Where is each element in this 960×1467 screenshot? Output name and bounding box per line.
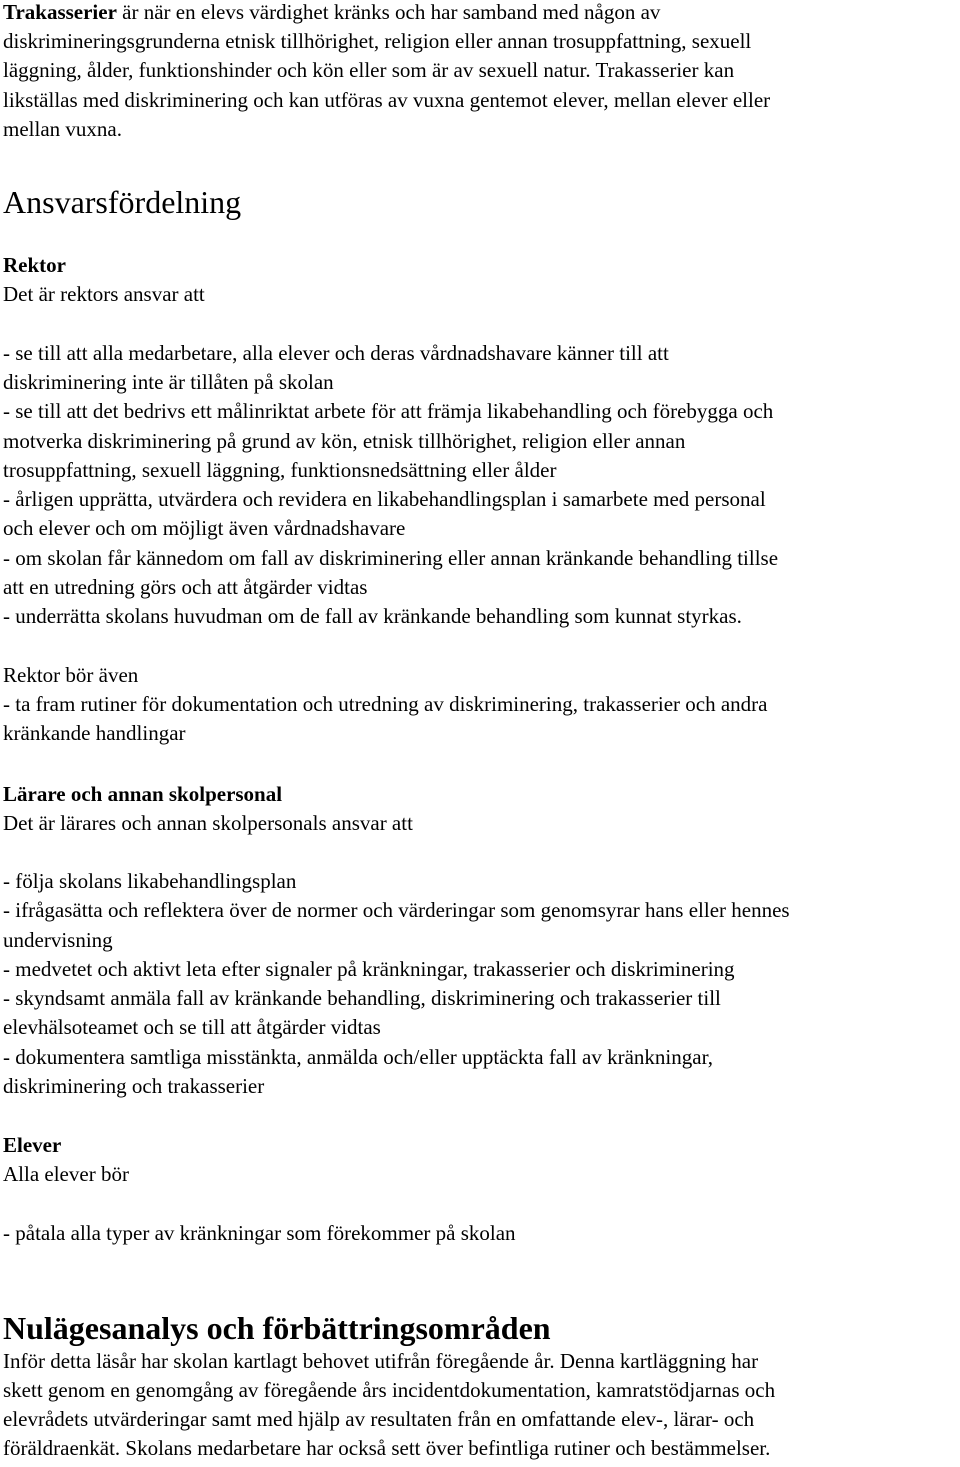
rektor-heading: Rektor (3, 253, 66, 277)
rektor-intro: Det är rektors ansvar att (3, 282, 205, 306)
larare-line: - följa skolans likabehandlingsplan (3, 869, 297, 893)
intro-line-1 (3, 0, 660, 26)
intro-line-1-rest: är när en elevs värdighet kränks och har samband med någon av (116, 0, 661, 24)
section-heading-nulage: Nulägesanalys och förbättringsområden (3, 1310, 551, 1346)
nulage-line: föräldraenkät. Skolans medarbetare har också sett över befintliga rutiner och bestämmelser. (3, 1436, 771, 1460)
rektor-line: - om skolan får kännedom om fall av diskriminering eller annan kränkande behandling tillse (3, 546, 779, 570)
rektor-also-line: kränkande handlingar (3, 721, 186, 745)
rektor-line: trosuppfattning, sexuell läggning, funktionsnedsättning eller ålder (3, 458, 557, 482)
larare-line: - dokumentera samtliga misstänkta, anmälda och/eller upptäckta fall av kränkningar, (3, 1045, 713, 1069)
rektor-line: - se till att alla medarbetare, alla elever och deras vårdnadshavare känner till att (3, 341, 669, 365)
rektor-line: att en utredning görs och att åtgärder vidtas (3, 575, 368, 599)
elever-heading: Elever (3, 1133, 62, 1157)
larare-line: - ifrågasätta och reflektera över de normer och värderingar som genomsyrar hans eller hennes (3, 898, 790, 922)
section-heading-ansvar: Ansvarsfördelning (3, 184, 242, 220)
nulage-line: elevrådets utvärderingar samt med hjälp av resultaten från en omfattande elev-, lärar- och (3, 1407, 755, 1431)
rektor-also-intro: Rektor bör även (3, 663, 139, 687)
intro-line-5: mellan vuxna. (3, 117, 122, 141)
larare-line: - skyndsamt anmäla fall av kränkande behandling, diskriminering och trakasserier till (3, 986, 721, 1010)
rektor-line: - underrätta skolans huvudman om de fall av kränkande behandling som kunnat styrkas. (3, 604, 742, 628)
intro-term: Trakasserier (3, 0, 117, 24)
intro-line-3: läggning, ålder, funktionshinder och kön eller som är av sexuell natur. Trakasserier kan (3, 58, 735, 82)
larare-line: elevhälsoteamet och se till att åtgärder vidtas (3, 1015, 381, 1039)
rektor-line: - årligen upprätta, utvärdera och revidera en likabehandlingsplan i samarbete med personal (3, 487, 766, 511)
rektor-line: diskriminering inte är tillåten på skolan (3, 370, 334, 394)
rektor-also-line: - ta fram rutiner för dokumentation och utredning av diskriminering, trakasserier och andra (3, 692, 768, 716)
larare-intro: Det är lärares och annan skolpersonals ansvar att (3, 811, 413, 835)
rektor-line: och elever och om möjligt även vårdnadshavare (3, 516, 406, 540)
elever-line: - påtala alla typer av kränkningar som förekommer på skolan (3, 1221, 516, 1245)
larare-line: undervisning (3, 928, 113, 952)
nulage-line: Inför detta läsår har skolan kartlagt behovet utifrån föregående år. Denna kartläggning har (3, 1349, 759, 1373)
intro-line-4: likställas med diskriminering och kan utföras av vuxna gentemot elever, mellan elever eller (3, 88, 771, 112)
rektor-line: - se till att det bedrivs ett målinriktat arbete för att främja likabehandling och förebygga och (3, 399, 774, 423)
larare-line: diskriminering och trakasserier (3, 1074, 265, 1098)
elever-intro: Alla elever bör (3, 1162, 129, 1186)
larare-line: - medvetet och aktivt leta efter signaler på kränkningar, trakasserier och diskriminering (3, 957, 735, 981)
intro-line-2: diskrimineringsgrunderna etnisk tillhörighet, religion eller annan trosuppfattning, sexuell (3, 29, 752, 53)
larare-heading: Lärare och annan skolpersonal (3, 782, 283, 806)
rektor-line: motverka diskriminering på grund av kön, etnisk tillhörighet, religion eller annan (3, 429, 686, 453)
nulage-line: skett genom en genomgång av föregående års incidentdokumentation, kamratstödjarnas och (3, 1378, 776, 1402)
